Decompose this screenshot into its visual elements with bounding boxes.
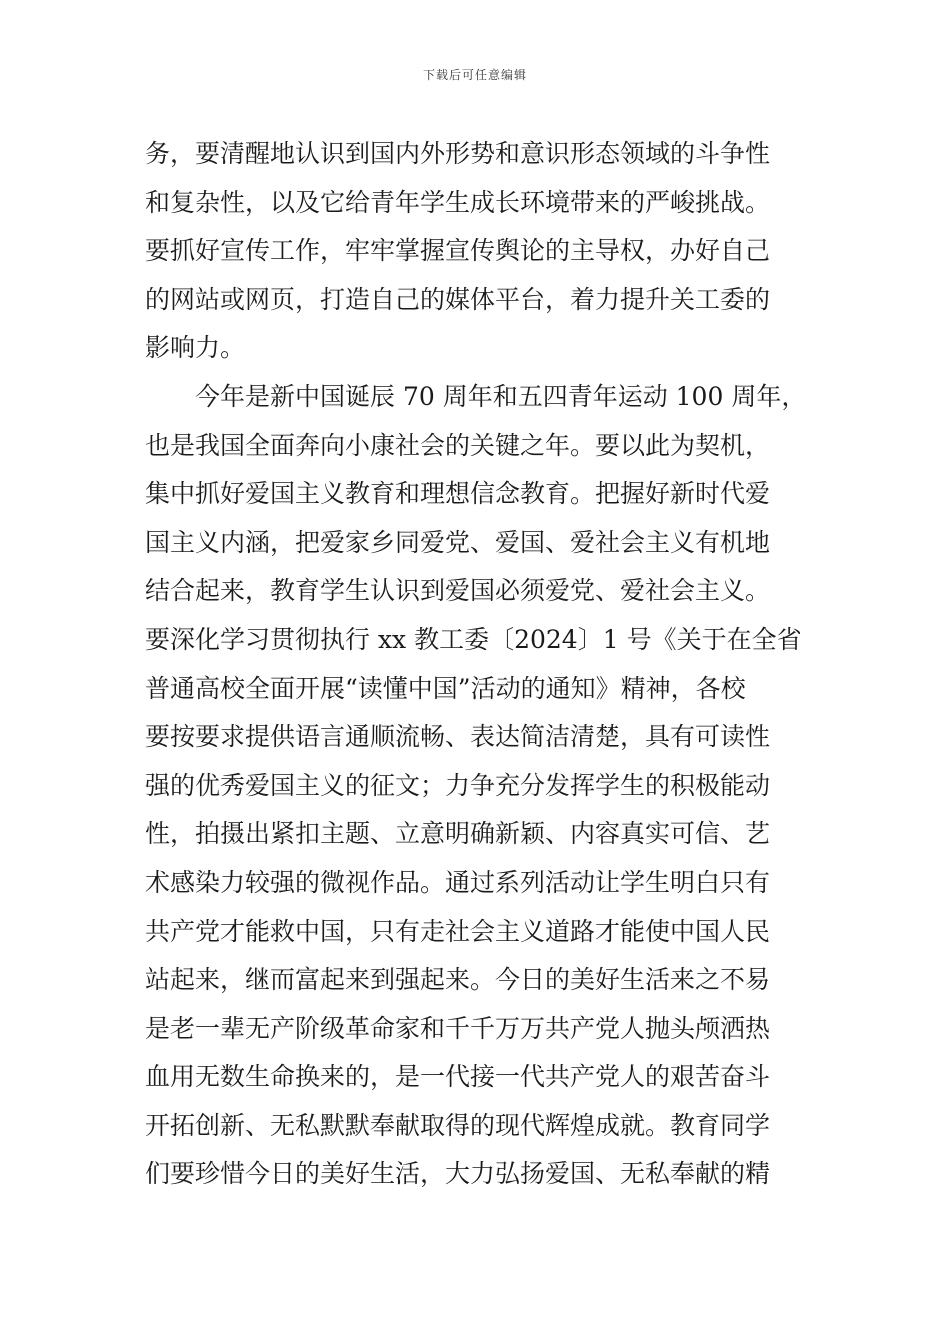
- text-line: 要按要求提供语言通顺流畅、表达简洁清楚，具有可读性: [145, 722, 771, 752]
- paragraph-1: [145, 130, 810, 373]
- text-line: 强的优秀爱国主义的征文；力争充分发挥学生的积极能动: [145, 770, 771, 800]
- text-line: 共产党才能救中国，只有走社会主义道路才能使中国人民: [145, 916, 771, 946]
- text-line: 要深化学习贯彻执行 xx 教工委〔2024〕1 号《关于在全省: [145, 624, 802, 654]
- body-text: [145, 130, 810, 1199]
- text-line: 站起来，继而富起来到强起来。今日的美好生活来之不易: [145, 965, 771, 995]
- text-line: 要抓好宣传工作，牢牢掌握宣传舆论的主导权，办好自己: [145, 236, 771, 266]
- text-line: 国主义内涵，把爱家乡同爱党、爱国、爱社会主义有机地: [145, 527, 771, 557]
- page-header: 下载后可任意编辑: [422, 68, 527, 82]
- text-line: 务，要清醒地认识到国内外形势和意识形态领域的斗争性: [145, 139, 771, 168]
- paragraph-2: [145, 373, 810, 1199]
- text-line: 是老一辈无产阶级革命家和千千万万共产党人抛头颅洒热: [145, 1013, 771, 1043]
- text-line: 和复杂性，以及它给青年学生成长环境带来的严峻挑战。: [145, 187, 771, 217]
- text-line: 影响力。: [145, 333, 246, 363]
- text-line: 普通高校全面开展“读懂中国”活动的通知》精神，各校: [145, 673, 746, 703]
- text-line: 性，拍摄出紧扣主题、立意明确新颖、内容真实可信、艺: [145, 819, 771, 849]
- text-line: 今年是新中国诞辰 70 周年和五四青年运动 100 周年，: [145, 381, 807, 411]
- text-line: 开拓创新、无私默默奉献取得的现代辉煌成就。教育同学: [145, 1110, 771, 1140]
- text-line: 的网站或网页，打造自己的媒体平台，着力提升关工委的: [145, 284, 771, 314]
- text-line: 血用无数生命换来的，是一代接一代共产党人的艰苦奋斗: [145, 1062, 771, 1092]
- text-line: 结合起来，教育学生认识到爱国必须爱党、爱社会主义。: [145, 576, 771, 606]
- text-line: 术感染力较强的微视作品。通过系列活动让学生明白只有: [145, 867, 771, 897]
- text-line: 们要珍惜今日的美好生活，大力弘扬爱国、无私奉献的精: [145, 1159, 771, 1189]
- text-line: 集中抓好爱国主义教育和理想信念教育。把握好新时代爱: [145, 479, 771, 509]
- text-line: 也是我国全面奔向小康社会的关键之年。要以此为契机，: [145, 430, 771, 460]
